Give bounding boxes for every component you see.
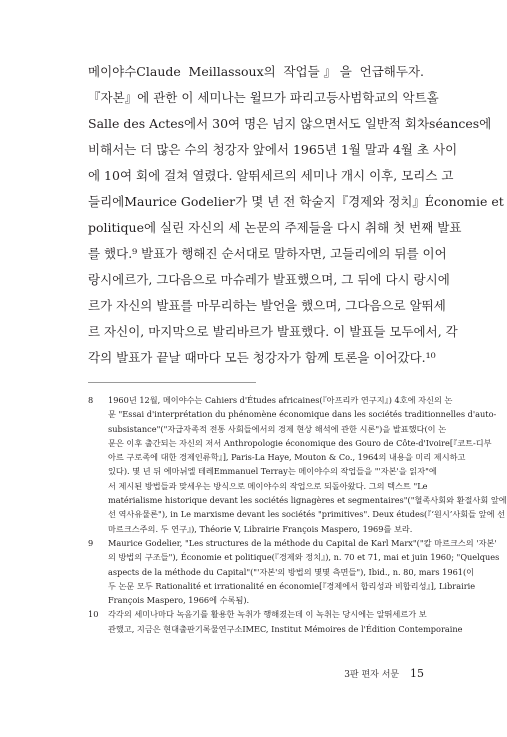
footnote-line: 마르크스주의. 두 연구』), Théorie V, Librairie François Maspero, 1969를 보라.	[108, 523, 413, 534]
text-line: 랑시에르가, 그다음으로 마슈레가 발표했으며, 그 뒤에 다시 랑시에	[88, 272, 450, 287]
footnote-line: 서 제시된 방법들과 맞세우는 방식으로 메이야수의 작업으로 되돌아왔다. 그의 텍스트 "Le	[108, 480, 428, 491]
footnote-line: 문 "Essai d'interprétation du phénomène économique dans les sociétés traditionnelles d'auto-	[108, 409, 497, 420]
text-line: 『자본』에 관한 이 세미나는 윌므가 파리고등사범학교의 악트홀	[88, 90, 439, 105]
footnote-9	[88, 536, 500, 607]
footnote-line: 선 역사유물론"), in Le marxisme devant les sociétés "primitives". Deux études(『‘원시’사회들 앞에 선	[108, 509, 505, 520]
footnote-line: matérialisme historique devant les sociétés lignagères et segmentaires"("혈족사회와 환절사회 앞에	[108, 495, 507, 506]
footnote-line: 문은 이후 출간되는 자신의 저서 Anthropologie économique des Gouro de Côte-d'Ivoire[『코트-디부	[108, 437, 492, 448]
footnote-line: 의 방법의 구조들"), Économie et politique(『경제와 정치』), n. 70 et 71, mai et juin 1960; "Quelques	[108, 552, 500, 563]
text-line: 르 자신이, 마지막으로 발리바르가 발표했다. 이 발표들 모두에서, 각	[88, 324, 458, 339]
footnote-10	[88, 607, 463, 636]
text-line: 비해서는 더 많은 수의 청강자 앞에서 1965년 1월 말과 4월 초 사이	[88, 142, 458, 157]
text-line: politique에 실린 자신의 세 논문의 주제들을 다시 취해 첫 번째 발표	[88, 220, 462, 235]
text-line: 에 10여 회에 걸쳐 열렸다. 알뛰세르의 세미나 개시 이후, 모리스 고	[88, 168, 454, 183]
footnote-line: François Maspero, 1966에 수록됨).	[108, 595, 250, 606]
footnote-line: 있다). 몇 년 뒤 에마뉘엘 테레Emmanuel Terray는 메이야수의 작업들을 "'자본'을 읽자"에	[108, 466, 437, 477]
footnote-line: 관했고, 지금은 현대출판기록물연구소IMEC, Institut Mémoires de l'Édition Contemporaine	[108, 623, 463, 634]
text-line: 를 했다.⁹ 발표가 행해진 순서대로 말하자면, 고들리에의 뒤를 이어	[88, 246, 447, 261]
footnote-line: 1960년 12월, 메이야수는 Cahiers d'Études africaines(『아프리카 연구지』) 4호에 자신의 논	[108, 395, 453, 405]
footnote-8	[88, 393, 507, 536]
footnote-number: 8	[88, 395, 94, 405]
text-line: Salle des Actes에서 30여 명은 넘지 않으면서도 일반적 회차séances에	[88, 116, 492, 131]
footnote-line: 두 논문 모두 Rationalité et irrationalité en économie[『경제에서 합리성과 비합리성』], Librairie	[108, 580, 476, 591]
footnote-line: aspects de la méthode du Capital"("'자본'의 방법의 몇몇 측면들"), Ibid., n. 80, mars 1961(이	[108, 566, 475, 577]
text-line: 각의 발표가 끝날 때마다 모든 청강자가 함께 토론을 이어갔다.¹⁰	[88, 350, 436, 365]
footnote-divider	[88, 382, 256, 383]
footnote-number: 10	[88, 609, 99, 620]
footnote-line: subsistance"("자급자족적 전통 사회들에서의 경제 현상 해석에 관한 시론")을 발표했다(이 논	[108, 423, 447, 434]
footnote-line: 각각의 세미나마다 녹음기를 활용한 녹취가 행해졌는데 이 녹취는 당시에는 알뛰세르가 보	[108, 609, 427, 620]
text-line: 들리에Maurice Godelier가 몇 년 전 학술지『경제와 정치』Économie et	[88, 194, 504, 209]
footnote-line: 아르 구로족에 대한 경제인류학』], Paris-La Haye, Mouton & Co., 1964의 내용을 미리 제시하고	[108, 452, 466, 463]
main-text	[88, 59, 504, 371]
footnote-number: 9	[88, 537, 94, 548]
footnotes	[88, 393, 507, 636]
text-line: 메이야수Claude Meillassoux의 작업들』을 언급해두자.	[88, 64, 424, 79]
running-footer-title: 3판 편자 서문	[344, 670, 400, 680]
footnote-line: Maurice Godelier, "Les structures de la méthode du Capital de Karl Marx"("칼 마르크스의 '자본'	[108, 537, 497, 548]
text-line: 르가 자신의 발표를 마무리하는 발언을 했으며, 그다음으로 알뛰세	[88, 298, 446, 313]
page-footer	[344, 667, 424, 682]
page-number: 15	[410, 667, 424, 680]
